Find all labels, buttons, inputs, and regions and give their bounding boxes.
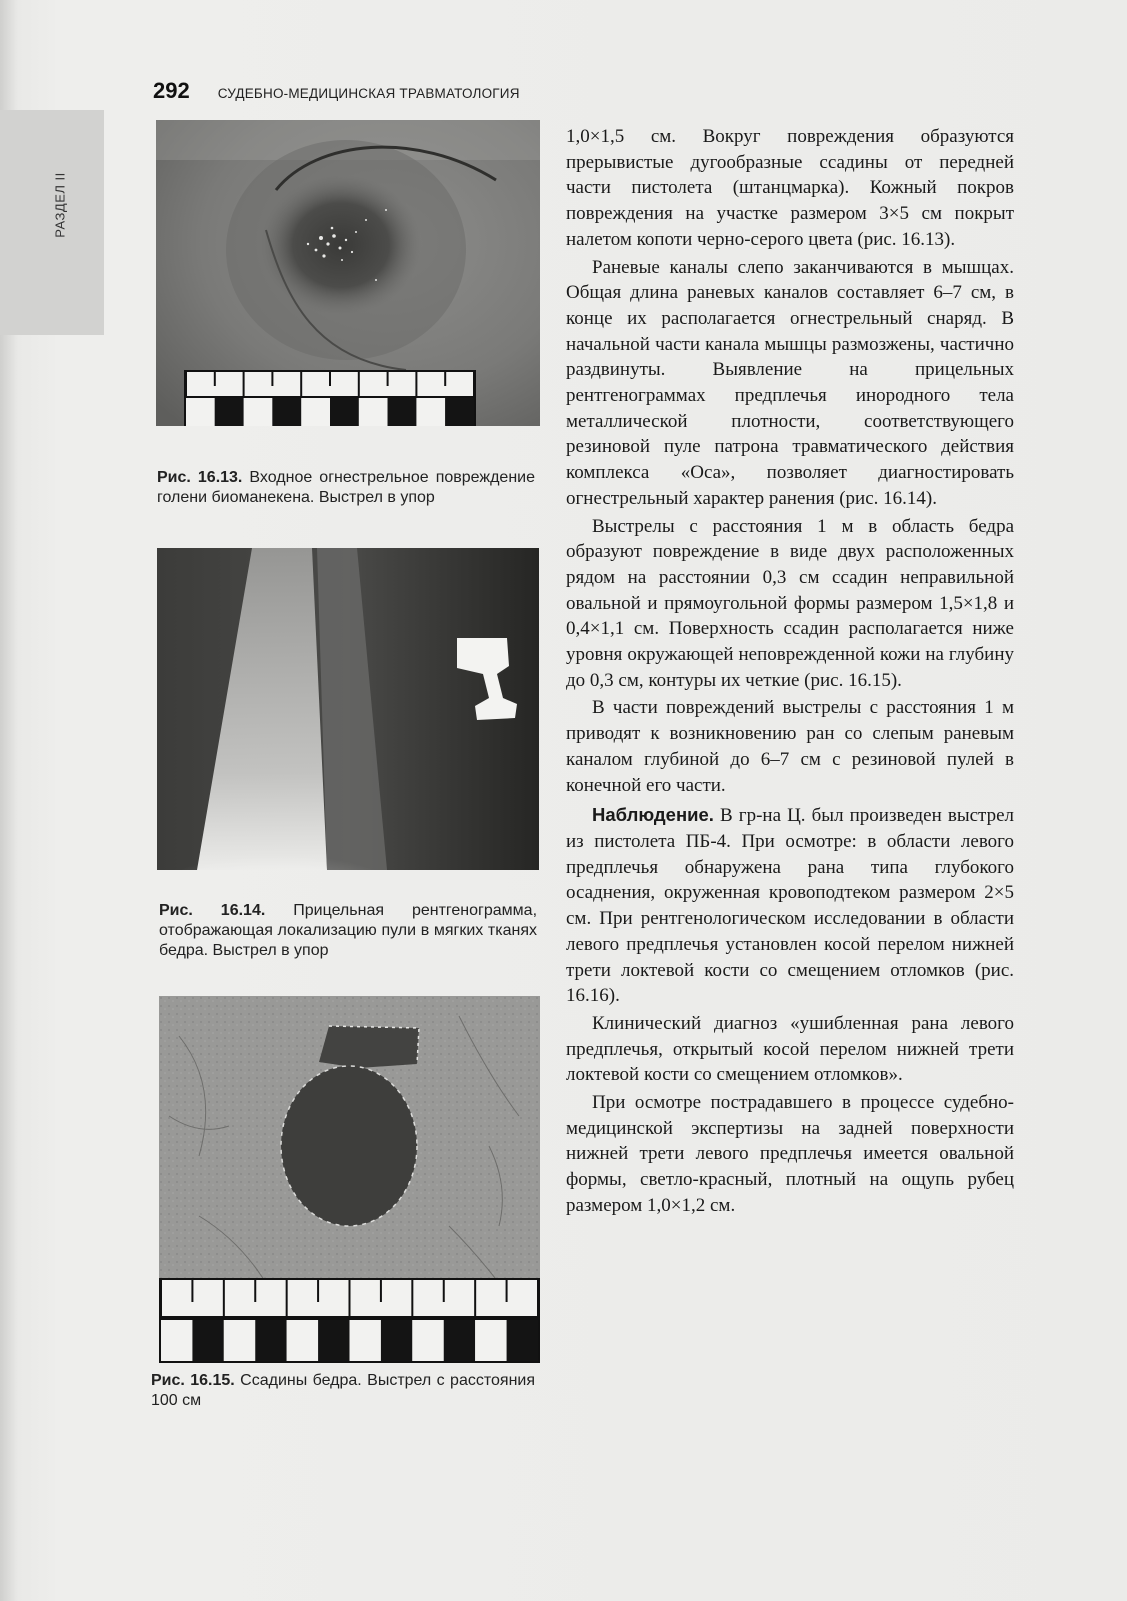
page-header: [153, 78, 520, 104]
paragraph: При осмотре пострадавшего в процессе судебно-медицинской экспертизы на задней поверхности нижней трети левого предплечья имеется овальной формы, светло-красный, плотный на ощупь рубец размером 1,0×1,2 см.: [566, 1092, 1014, 1216]
scale-bar: [159, 1278, 540, 1363]
figure-16-14-caption: [159, 901, 537, 961]
figure-label: Рис. 16.15.: [151, 1372, 235, 1389]
figure-16-13-photo: [156, 120, 540, 426]
running-head: СУДЕБНО-МЕДИЦИНСКАЯ ТРАВМАТОЛОГИЯ: [217, 86, 520, 101]
paragraph: Раневые каналы слепо заканчиваются в мышцах. Общая длина раневых каналов составляет 6–7 см, в конце их располагается огнестрельный снаряд. В начальной части канала мышцы размозжены, частично раздвинуты. Выявление на прицельных рентгенограммах предплечья инородного тела металлической плотности, соответствующего резиновой пуле патрона травматического действия комплекса «Оса», позволяет диагностировать огнестрельный характер ранения (рис. 16.14).: [566, 256, 1014, 509]
figure-16-15-caption: [151, 1371, 535, 1411]
figure-16-13-caption: [157, 468, 535, 508]
figure-caption-text: Входное огнестрельное повреждение голени биоманекена. Выстрел в упор: [157, 469, 536, 506]
observation-paragraph: [566, 802, 1014, 1009]
figure-16-14-xray: [157, 548, 539, 870]
paragraph: 1,0×1,5 см. Вокруг повреждения образуются прерывистые дугообразные ссадины от передней части пистолета (штанцмарка). Кожный покров повреждения на участке размером 3×5 см покрыт налетом копоти черно-серого цвета (рис. 16.13).: [566, 126, 1014, 250]
figure-caption-text: Ссадины бедра. Выстрел с расстояния 100 см: [151, 1372, 535, 1409]
figure-caption-text: Прицельная рентгенограмма, отображающая локализацию пули в мягких тканях бедра. Выстрел в упор: [159, 902, 538, 959]
body-text-column: [566, 124, 1014, 1221]
figure-label: Рис. 16.13.: [157, 469, 243, 486]
paragraph: Клинический диагноз «ушибленная рана левого предплечья, открытый косой перелом нижней трети локтевой кости со смещением отломков».: [566, 1012, 1014, 1086]
paragraph: В части повреждений выстрелы с расстояния 1 м приводят к возникновению ран со слепым раневым каналом глубиной до 6–7 см с резиновой пулей в конечной его части.: [566, 697, 1014, 796]
observation-text: В гр-на Ц. был произведен выстрел из пистолета ПБ-4. При осмотре: в области левого предплечья обнаружена рана типа глубокого осаднения, окруженная кровоподтеком размером 2×5 см. При рентгенологическом исследовании в области левого предплечья установлен косой перелом нижней трети локтевой кости со смещением отломков (рис. 16.16).: [566, 805, 1014, 1007]
figure-label: Рис. 16.14.: [159, 902, 266, 919]
page-number: 292: [153, 78, 190, 103]
paragraph: Выстрелы с расстояния 1 м в область бедра образуют повреждение в виде двух расположенных рядом на расстоянии 0,3 см ссадин неправильной овальной и прямоугольной формы размером 1,5×1,8 и 0,4×1,1 см. Поверхность ссадин располагается ниже уровня окружающей неповрежденной кожи на глубину до 0,3 см, контуры их четкие (рис. 16.15).: [566, 515, 1014, 691]
observation-lead: Наблюдение.: [592, 804, 714, 826]
scale-bar: [184, 370, 476, 426]
section-tab-label: РАЗДЕЛ II: [52, 172, 68, 238]
figure-16-15-photo: [159, 996, 540, 1363]
